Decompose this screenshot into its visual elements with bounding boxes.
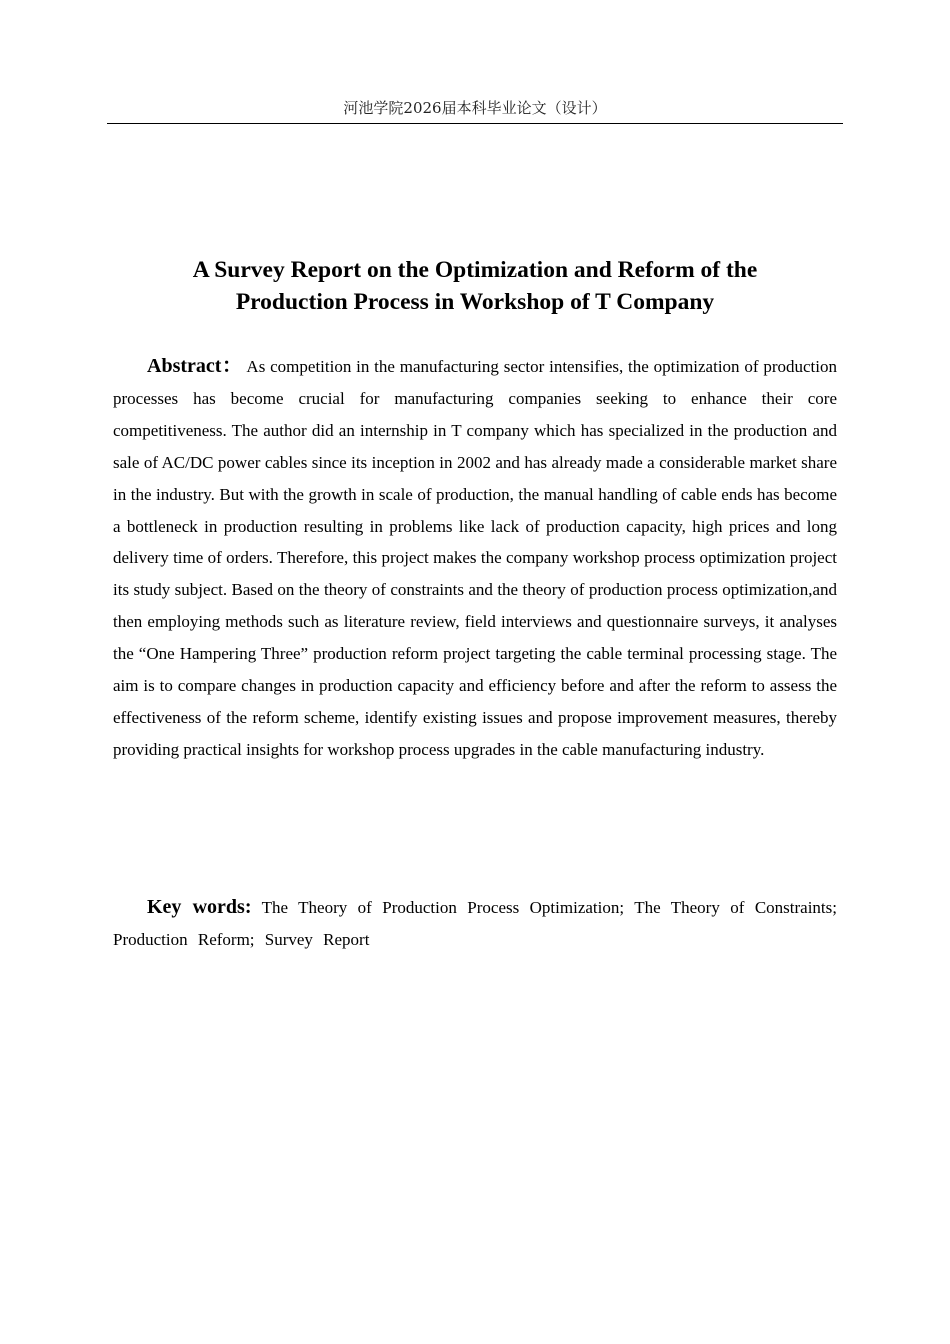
paper-title — [113, 254, 837, 318]
paper-title-line-1: A Survey Report on the Optimization and Reform of the — [192, 257, 758, 283]
abstract-text: As competition in the manufacturing sector intensifies, the optimization of production processes has become crucial for manufacturing companies seeking to enhance their core competitiveness. The author did an internship in T company which has specialized in the production and sale of AC/DC power cables since its inception in 2002 and has already made a considerable market share in the industry. But with the growth in scale of production, the manual handling of cable ends has become a bottleneck in production resulting in problems like lack of production capacity, high prices and long delivery time of orders. Therefore, this project makes the company workshop process optimization project its study subject. Based on the theory of constraints and the theory of production process optimization,and then employing methods such as literature review, field interviews and questionnaire surveys, it analyses the “One Hampering Three” production reform project targeting the cable terminal processing stage. The aim is to compare changes in production capacity and efficiency before and after the reform to assess the effectiveness of the reform scheme, identify existing issues and propose improvement measures, thereby providing practical insights for workshop process upgrades in the cable manufacturing industry. — [113, 357, 837, 759]
abstract-paragraph — [113, 351, 837, 766]
running-header: 河池学院2026届本科毕业论文（设计） — [343, 99, 607, 117]
keywords-text: The Theory of Production Process Optimization; The Theory of Constraints; Production Reform; Survey Report — [113, 898, 837, 949]
keywords-paragraph — [113, 892, 837, 955]
abstract-label: Abstract： — [147, 355, 243, 377]
keywords-label: Key words: — [147, 896, 252, 918]
header-rule — [107, 123, 843, 124]
paper-title-line-2: Production Process in Workshop of T Company — [235, 289, 715, 315]
